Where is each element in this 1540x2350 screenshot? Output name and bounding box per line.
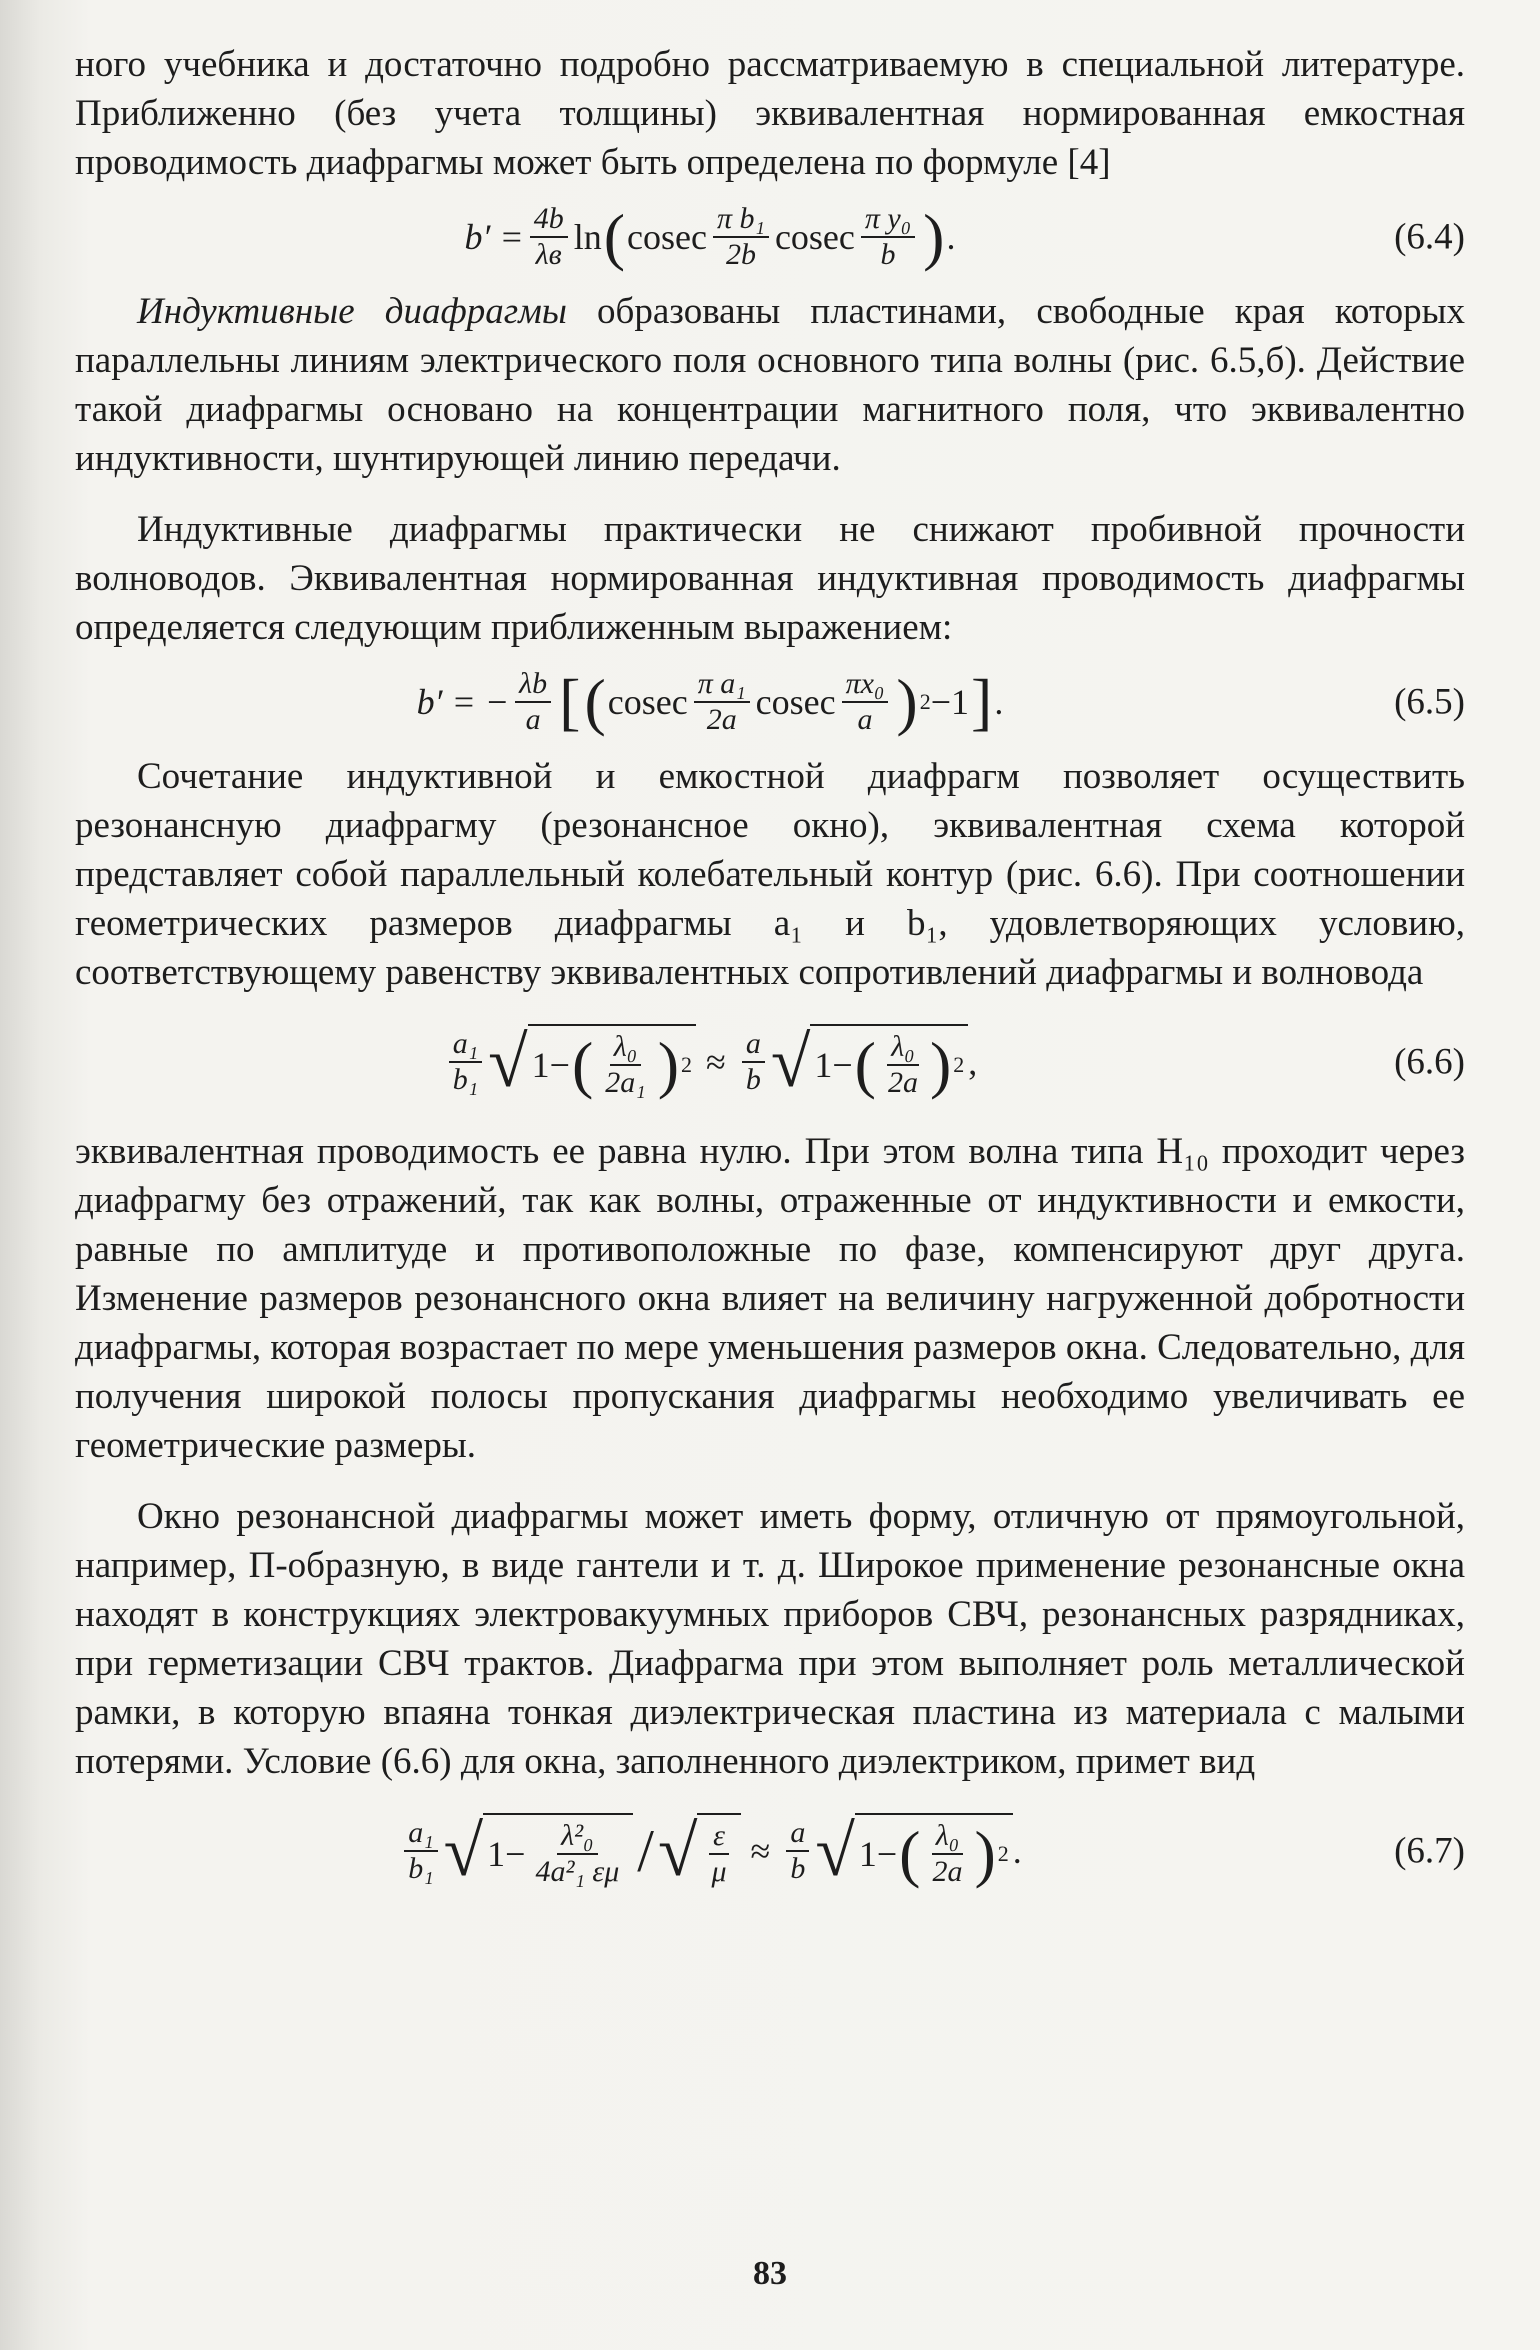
eq67-fraction-1: $\frac{\text{a₁}}{\text{b₁}}$ — [404, 1816, 437, 1886]
eq65-lhs: b′ = − — [416, 682, 510, 722]
paragraph-6: Окно резонансной диафрагмы может иметь форму, отличную от прямоугольной, например, П-образную, в виде гантели и т. д. Широкое применение резонансные окна находят в конструкциях электровакуумных приборов СВЧ, резонансных разрядниках, при герметизации СВЧ трактов. Диафрагма при этом выполняет роль металлической рамки, в которую впаяна тонкая диэлектрическая пластина из материала с малыми потерями. Условие (6.6) для окна, заполненного диэлектриком, примет вид — [75, 1496, 1465, 1782]
eq64-fraction-1: $\frac{4b}{\lambda в}$ — [530, 202, 568, 272]
paragraph-5: эквивалентная проводимость ее равна нулю. При этом волна типа H₁₀ проходит через диафрагму без отражений, так как волны, отраженные от индуктивности и емкости, равные по амплитуде и противоположные по фазе, компенсируют друг друга. Изменение размеров резонансного окна влияет на величину нагруженной добротности диафрагмы, которая возрастает по мере уменьшения размеров окна. Следовательно, для получения широкой полосы пропускания диафрагмы необходимо увеличивать ее геометрические размеры. — [75, 1131, 1465, 1466]
eq65-cosec-1: cosec — [607, 682, 688, 722]
eq67-number: (6.7) — [1394, 1830, 1465, 1872]
eq64-number: (6.4) — [1394, 216, 1465, 258]
paragraph-2: Индуктивные диафрагмы образованы пластинами, свободные края которых параллельны линиям электрического поля основного типа волны (рис. 6.5,б). Действие такой диафрагмы основано на концентрации магнитного поля, что эквивалентно индуктивности, шунтирующей линию передачи. — [75, 291, 1465, 479]
equation-6-6: $\frac{\text{a₁}}{\text{b₁}}$ √ 1− ( $\frac{\text{λ₀}}{\text{2a₁}}$ ) 2 ≈ $\frac{a}{b}$ √ 1− ( $\frac{\text{λ₀}}{2a}$ ) 2 , (6.6) — [75, 997, 1465, 1127]
equation-6-4: b′ = $\frac{4b}{\lambda в}$ ln ( cosec $\frac{\text{π b₁}}{2b}$ cosec $\frac{\text{π y₀}}{b}$ ) . (6.4) — [464, 201, 1465, 272]
eq67-sqrt-3: √ 1− ( $\frac{\text{λ₀}}{2a}$ ) 2 — [815, 1813, 1012, 1889]
eq66-number: (6.6) — [1394, 1041, 1465, 1083]
paragraph-4: Сочетание индуктивной и емкостной диафрагм позволяет осуществить резонансную диафрагму (резонансное окно), эквивалентная схема которой представляет собой параллельный колебательный контур (рис. 6.6). При соотношении геометрических размеров диафрагмы a₁ и b₁, удовлетворяющих условию, соответствующему равенству эквивалентных сопротивлений диафрагмы и волновода — [75, 756, 1465, 993]
eq64-cosec-2: cosec — [774, 217, 855, 257]
eq66-sqrt-1: √ 1− ( $\frac{\text{λ₀}}{\text{2a₁}}$ ) 2 — [488, 1024, 696, 1100]
eq67-sqrt-1: √ 1− $\frac{\text{λ²₀}}{\text{4a²₁ εμ}}$ — [444, 1813, 634, 1889]
eq65-fraction-2: $\frac{\text{π a₁}}{2a}$ — [694, 667, 750, 737]
eq64-fraction-3: $\frac{\text{π y₀}}{b}$ — [861, 202, 915, 272]
equation-6-7: $\frac{\text{a₁}}{\text{b₁}}$ √ 1− $\frac{\text{λ²₀}}{\text{4a²₁ εμ}}$ / √ $\frac{\varepsilon}{\mu}$ ≈ $\frac{a}{b}$ √ 1− ( $\frac{\text{λ₀}}{2a}$ ) 2 . (6.7) — [75, 1786, 1465, 1916]
page-number: 83 — [753, 2255, 787, 2292]
eq67-sqrt-2: √ $\frac{\varepsilon}{\mu}$ — [658, 1813, 741, 1889]
eq66-sqrt-2: √ 1− ( $\frac{\text{λ₀}}{2a}$ ) 2 — [771, 1024, 968, 1100]
term-inductive-diaphragms: Индуктивные диафрагмы — [137, 291, 567, 332]
eq64-ln: ln — [573, 217, 602, 257]
eq64-lhs: b′ = — [464, 217, 524, 257]
eq64-fraction-2: $\frac{\text{π b₁}}{2b}$ — [713, 202, 769, 272]
paragraph-1: ного учебника и достаточно подробно рассматриваемую в специальной литературе. Приближенно (без учета толщины) эквивалентная нормированная емкостная проводимость диафрагмы может быть определена по формуле [4] — [75, 44, 1465, 183]
eq65-number: (6.5) — [1394, 681, 1465, 723]
text-column — [75, 40, 1465, 1916]
eq67-fraction-4: $\frac{a}{b}$ — [786, 1816, 809, 1886]
eq66-fraction-3: $\frac{a}{b}$ — [742, 1027, 765, 1097]
eq64-cosec-1: cosec — [627, 217, 707, 257]
eq66-fraction-1: $\frac{\text{a₁}}{\text{b₁}}$ — [449, 1027, 482, 1097]
eq65-cosec-2: cosec — [755, 682, 836, 722]
equation-6-5: b′ = − $\frac{\lambda b}{a}$ [ ( cosec $\frac{\text{π a₁}}{2a}$ cosec $\frac{\text{πx₀}}{a}$ ) 2 −1 ] . (6.5) — [416, 666, 1465, 737]
paragraph-3: Индуктивные диафрагмы практически не снижают пробивной прочности волноводов. Эквивалентная нормированная индуктивная проводимость диафрагмы определяется следующим приближенным выражением: — [75, 509, 1465, 648]
eq65-fraction-3: $\frac{\text{πx₀}}{a}$ — [842, 667, 889, 737]
eq65-fraction-1: $\frac{\lambda b}{a}$ — [515, 667, 551, 737]
